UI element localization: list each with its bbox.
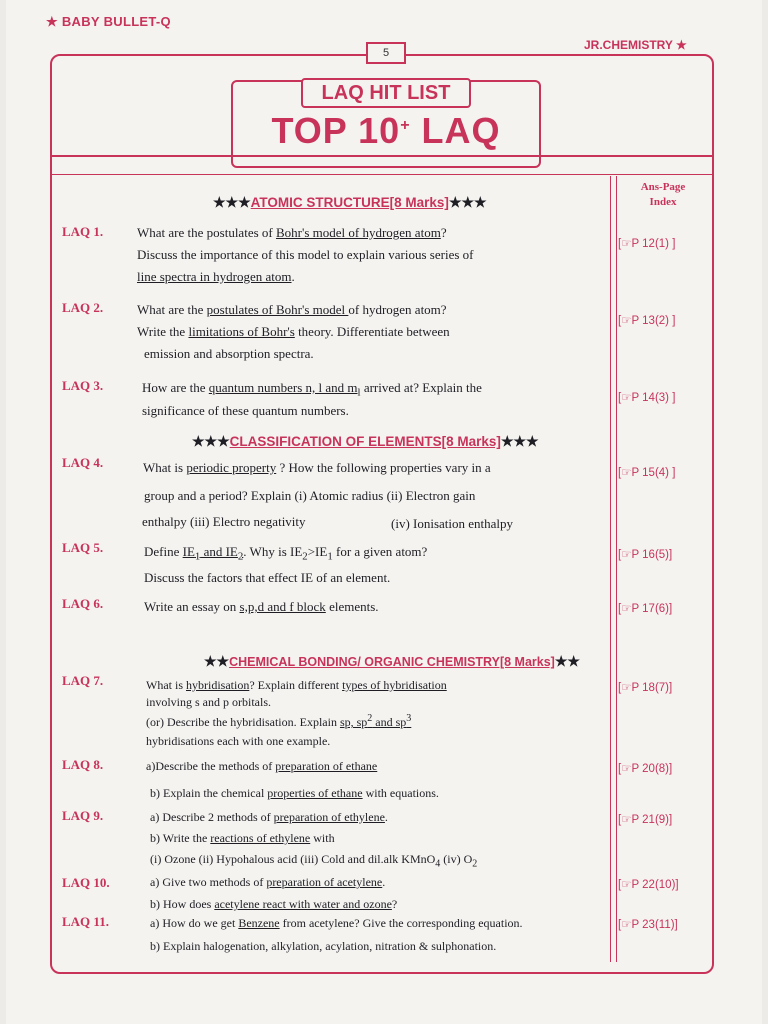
text-run: b) How does bbox=[150, 897, 215, 911]
underlined-term bbox=[208, 380, 361, 399]
page-number: 5 bbox=[366, 42, 406, 64]
underlined-term: hybridisation bbox=[186, 678, 250, 692]
text-run: . bbox=[384, 810, 388, 824]
underlined-term: Benzene bbox=[238, 916, 280, 930]
question-text: significance of these quantum numbers. bbox=[142, 403, 349, 418]
text-run: with bbox=[310, 831, 335, 845]
text-run: b) Write the bbox=[150, 831, 211, 845]
question-number: LAQ 5. bbox=[62, 540, 104, 555]
underlined-term: Bohr's model of hydrogen atom bbox=[275, 225, 441, 240]
text-run: Write the bbox=[137, 324, 189, 339]
question-text bbox=[144, 599, 379, 615]
stars-decoration: ★★★ bbox=[448, 194, 487, 210]
text-run: for a given atom? bbox=[332, 544, 428, 559]
text-run: (iv) Ionisation enthalpy bbox=[391, 516, 514, 531]
answer-page-ref: [☞P 17(6)] bbox=[618, 603, 673, 615]
section-heading bbox=[192, 433, 539, 450]
text-run: a)Describe the methods of bbox=[146, 759, 276, 773]
text-run: How are the bbox=[142, 380, 209, 395]
underlined-term bbox=[340, 715, 411, 729]
subscript: 2 bbox=[472, 858, 478, 870]
subject-title: JR.CHEMISTRY ★ bbox=[584, 38, 687, 52]
stars-decoration: ★★★ bbox=[500, 433, 539, 449]
text-run: a) Give two methods of bbox=[150, 875, 267, 889]
text-run: ? How the following properties vary in a bbox=[276, 460, 491, 475]
section-heading bbox=[204, 653, 580, 670]
divider bbox=[52, 155, 712, 157]
text-run: theory. Differentiate between bbox=[294, 324, 450, 339]
text-run: What is bbox=[146, 678, 186, 692]
question-number: LAQ 1. bbox=[62, 224, 104, 239]
text-run: ? bbox=[391, 897, 398, 911]
question-number: LAQ 3. bbox=[62, 378, 104, 393]
text-run: of hydrogen atom? bbox=[348, 302, 447, 317]
text-run: sp, sp bbox=[339, 715, 368, 729]
text-run: quantum numbers n, l and m bbox=[208, 380, 358, 395]
question-number: LAQ 11. bbox=[62, 914, 109, 929]
title-main-text: TOP 10 bbox=[271, 110, 401, 151]
question-number: LAQ 4. bbox=[62, 455, 104, 470]
stars-decoration: ★★★ bbox=[192, 433, 230, 449]
index-header-line: Index bbox=[649, 196, 677, 208]
text-run: arrived at? Explain the bbox=[360, 380, 482, 395]
answer-page-ref: [☞P 18(7)] bbox=[618, 682, 673, 694]
question-number: LAQ 7. bbox=[62, 673, 104, 688]
question-text: emission and absorption spectra. bbox=[144, 346, 314, 361]
question-text bbox=[146, 678, 447, 693]
text-run: (or) Describe the hybridisation. Explain bbox=[146, 715, 340, 729]
question-number: LAQ 8. bbox=[62, 757, 104, 772]
text-run: ? bbox=[440, 225, 447, 240]
question-text bbox=[150, 852, 477, 869]
question-text: Discuss the factors that effect IE of an element. bbox=[144, 570, 391, 585]
question-number: LAQ 9. bbox=[62, 808, 104, 823]
question-text bbox=[142, 514, 306, 530]
divider bbox=[52, 174, 712, 175]
text-run: . Why is IE bbox=[243, 544, 303, 559]
question-text: group and a period? Explain (i) Atomic radius (ii) Electron gain bbox=[144, 488, 476, 503]
question-text bbox=[150, 831, 335, 846]
text-run: ? Explain different bbox=[249, 678, 343, 692]
question-text bbox=[150, 875, 385, 890]
question-text bbox=[150, 897, 397, 912]
question-text bbox=[146, 713, 411, 730]
index-column-rule bbox=[616, 176, 617, 962]
title-superscript: + bbox=[400, 117, 411, 134]
question-number: LAQ 6. bbox=[62, 596, 104, 611]
section-title: CHEMICAL BONDING/ ORGANIC CHEMISTRY[8 Marks] bbox=[229, 655, 555, 669]
underlined-term: preparation of ethylene bbox=[273, 810, 385, 824]
question-text bbox=[137, 225, 447, 241]
underlined-term: acetylene react with water and ozone bbox=[214, 897, 392, 911]
text-run: and sp bbox=[372, 715, 407, 729]
answer-page-ref: [☞P 13(2) ] bbox=[618, 315, 676, 327]
question-text bbox=[144, 544, 427, 563]
answer-page-ref: [☞P 23(11)] bbox=[618, 919, 678, 931]
question-text bbox=[142, 380, 482, 399]
question-text bbox=[146, 759, 377, 774]
text-run: from acetylene? Give the corresponding equation. bbox=[279, 916, 523, 930]
subscript: l bbox=[357, 386, 361, 399]
section-heading bbox=[213, 194, 487, 211]
title-tail-text: LAQ bbox=[410, 110, 501, 151]
text-run: . bbox=[382, 875, 386, 889]
text-run: (iv) O bbox=[440, 852, 473, 866]
answer-page-ref: [☞P 22(10)] bbox=[618, 879, 679, 891]
underlined-term: postulates of Bohr's model bbox=[206, 302, 349, 317]
text-run: a) How do we get bbox=[150, 916, 239, 930]
question-number: LAQ 10. bbox=[62, 875, 110, 890]
index-header-line: Ans-Page bbox=[640, 181, 686, 193]
underlined-term: line spectra in hydrogen atom bbox=[137, 269, 292, 284]
question-text: Discuss the importance of this model to explain various series of bbox=[137, 247, 474, 262]
section-title: ATOMIC STRUCTURE[8 Marks] bbox=[250, 195, 449, 210]
superscript: 3 bbox=[406, 713, 412, 724]
text-run: (i) Ozone (ii) Hypohalous acid (iii) Cold and dil.alk KMnO bbox=[150, 852, 436, 866]
subscript: 1 bbox=[327, 550, 333, 563]
underlined-term: types of hybridisation bbox=[342, 678, 447, 692]
index-column-header bbox=[618, 180, 708, 210]
underlined-term: preparation of ethane bbox=[275, 759, 378, 773]
text-run: a) Describe 2 methods of bbox=[150, 810, 274, 824]
underlined-term: preparation of acetylene bbox=[266, 875, 383, 889]
stars-decoration: ★★ bbox=[204, 653, 230, 669]
underlined-term: s,p,d and f block bbox=[239, 599, 326, 614]
underlined-term bbox=[182, 544, 244, 563]
question-text: hybridisations each with one example. bbox=[146, 734, 331, 748]
underlined-term: reactions of ethylene bbox=[210, 831, 311, 845]
underlined-term: properties of ethane bbox=[267, 786, 363, 800]
text-run: Write an essay on bbox=[144, 599, 240, 614]
question-text bbox=[391, 516, 513, 532]
question-text: involving s and p orbitals. bbox=[146, 695, 271, 709]
answer-page-ref: [☞P 21(9)] bbox=[618, 814, 673, 826]
question-number: LAQ 2. bbox=[62, 300, 104, 315]
text-run: elements. bbox=[325, 599, 379, 614]
answer-page-ref: [☞P 20(8)] bbox=[618, 763, 673, 775]
text-run: and IE bbox=[200, 544, 238, 559]
subscript: 2 bbox=[237, 550, 244, 563]
subscript: 1 bbox=[194, 550, 201, 563]
stars-decoration: ★★ bbox=[554, 653, 580, 669]
question-text bbox=[137, 269, 295, 285]
text-run: What are the postulates of bbox=[137, 225, 276, 240]
text-run: What are the bbox=[137, 302, 207, 317]
series-title: ★ BABY BULLET-Q bbox=[46, 14, 171, 29]
index-column-rule bbox=[610, 176, 611, 962]
text-run: What is bbox=[143, 460, 187, 475]
question-text bbox=[150, 810, 388, 825]
answer-page-ref: [☞P 14(3) ] bbox=[618, 392, 676, 404]
subscript: 2 bbox=[302, 550, 308, 563]
question-text bbox=[150, 786, 439, 801]
section-title: CLASSIFICATION OF ELEMENTS[8 Marks] bbox=[229, 434, 501, 449]
stars-decoration: ★★★ bbox=[213, 194, 251, 210]
question-text bbox=[137, 302, 447, 318]
title-subheading: LAQ HIT LIST bbox=[301, 78, 471, 108]
question-text bbox=[150, 916, 523, 931]
text-run: Define bbox=[144, 544, 183, 559]
title-heading bbox=[233, 110, 539, 152]
text-run: >IE bbox=[307, 544, 328, 559]
text-run: . bbox=[291, 269, 295, 284]
text-run: b) Explain the chemical bbox=[150, 786, 268, 800]
page-sheet bbox=[6, 0, 762, 1024]
answer-page-ref: [☞P 12(1) ] bbox=[618, 238, 676, 250]
question-text bbox=[137, 324, 450, 340]
subscript: 4 bbox=[435, 858, 441, 870]
question-text: b) Explain halogenation, alkylation, acylation, nitration & sulphonation. bbox=[150, 939, 497, 953]
underlined-term: periodic property bbox=[186, 460, 277, 475]
answer-page-ref: [☞P 15(4) ] bbox=[618, 467, 676, 479]
text-run: enthalpy (iii) Electro negativity bbox=[142, 514, 306, 529]
answer-page-ref: [☞P 16(5)] bbox=[618, 549, 673, 561]
superscript: 2 bbox=[367, 713, 373, 724]
text-run: IE bbox=[182, 544, 195, 559]
underlined-term: limitations of Bohr's bbox=[188, 324, 295, 339]
question-text bbox=[143, 460, 491, 476]
text-run: with equations. bbox=[362, 786, 439, 800]
